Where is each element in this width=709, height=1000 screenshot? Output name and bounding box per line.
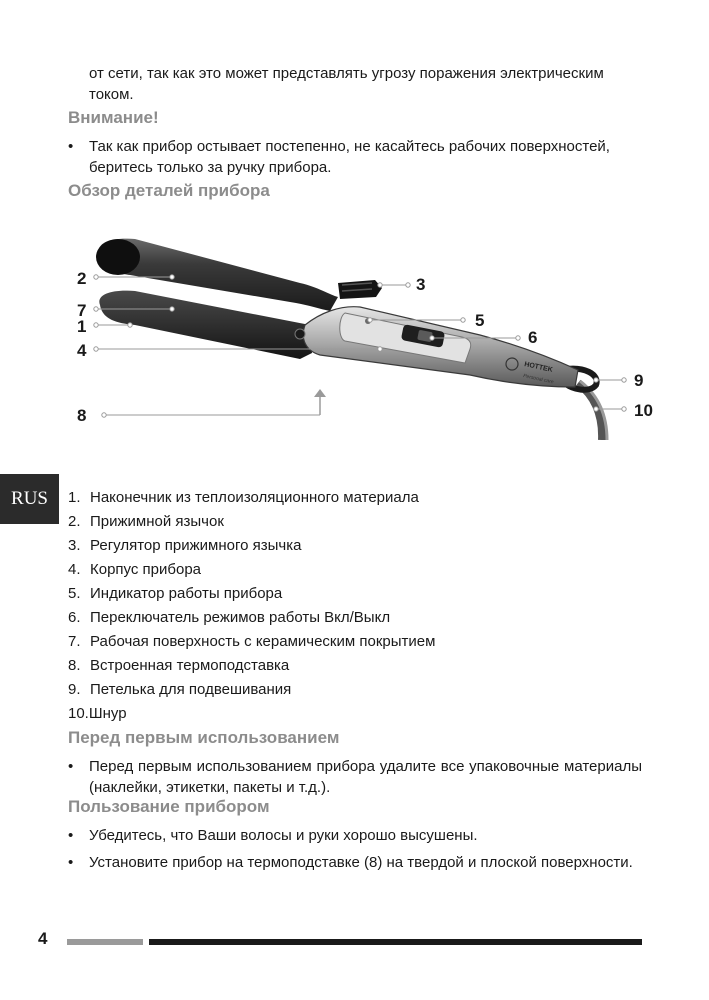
callout-9: 9	[634, 371, 644, 390]
callout-1: 1	[77, 317, 87, 336]
callout-3: 3	[416, 275, 426, 294]
warning-heading: Внимание!	[68, 108, 159, 127]
list-item: 4. Корпус прибора	[68, 561, 202, 578]
list-item: 3. Регулятор прижимного язычка	[68, 537, 302, 554]
first-use-text: Перед первым использованием прибора удалите все упаковочные материалы (наклейки, этикетки, пакеты и т.д.).	[89, 758, 642, 796]
curling-iron-diagram	[0, 225, 709, 440]
list-item: 5. Индикатор работы прибора	[68, 585, 283, 602]
brand-tagline: Personal care	[522, 373, 555, 386]
list-item: 9. Петелька для подвешивания	[68, 681, 292, 698]
list-item: 1. Наконечник из теплоизоляционного материала	[68, 489, 419, 506]
usage-text-1: Убедитесь, что Ваши волосы и руки хорошо высушены.	[89, 827, 478, 844]
list-item: 10.Шнур	[68, 705, 127, 722]
footer-rule-grey	[67, 939, 143, 945]
callout-10: 10	[634, 401, 653, 420]
usage-text-2: Установите прибор на термоподставке (8) на твердой и плоской поверхности.	[89, 854, 633, 871]
bullet-symbol: •	[68, 758, 74, 775]
first-use-heading: Перед первым использованием	[68, 728, 340, 747]
overview-heading: Обзор деталей прибора	[68, 181, 270, 200]
bullet-symbol: •	[68, 827, 74, 844]
list-item: 6. Переключатель режимов работы Вкл/Выкл	[68, 609, 391, 626]
intro-paragraph: от сети, так как это может представлять угрозу поражения электрическим током.	[89, 65, 604, 103]
warning-text: Так как прибор остывает постепенно, не касайтесь рабочих поверхностей, беритесь только за ручку прибора.	[89, 138, 610, 176]
callout-5: 5	[475, 311, 485, 330]
list-item: 8. Встроенная термоподставка	[68, 657, 290, 674]
bullet-symbol: •	[68, 854, 74, 871]
list-item: 7. Рабочая поверхность с керамическим покрытием	[68, 633, 436, 650]
callout-2: 2	[77, 269, 87, 288]
footer-rule-black	[149, 939, 642, 945]
brand-logo: HOTTEK	[523, 361, 554, 374]
usage-heading: Пользование прибором	[68, 797, 270, 816]
callout-4: 4	[77, 341, 87, 360]
callout-7: 7	[77, 301, 87, 320]
callout-6: 6	[528, 328, 538, 347]
language-tab: RUS	[0, 474, 59, 524]
callout-8: 8	[77, 406, 87, 425]
list-item: 2. Прижимной язычок	[68, 513, 224, 530]
bullet-symbol: •	[68, 138, 74, 155]
page-number: 4	[38, 929, 48, 948]
